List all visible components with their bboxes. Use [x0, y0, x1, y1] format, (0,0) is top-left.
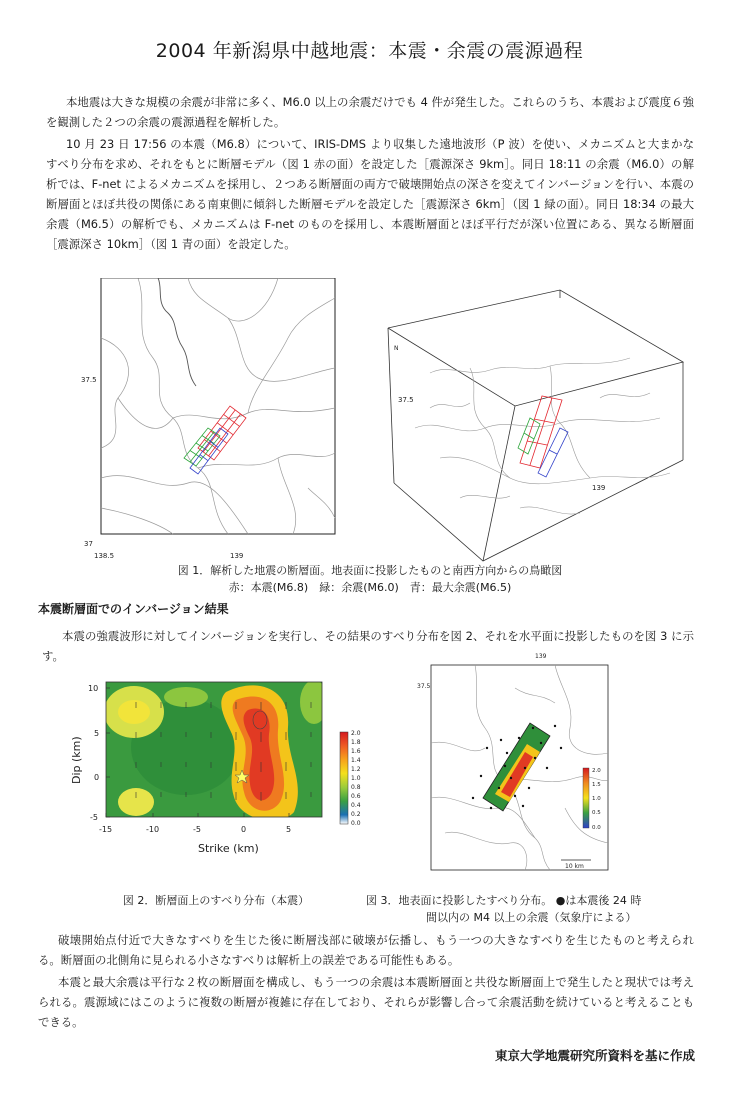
- figure3-surface-projection: [415, 648, 625, 873]
- fig2-xtick-neg15: -15: [99, 825, 113, 834]
- fig2-cbar-tick: 1.2: [351, 766, 361, 773]
- fig1-left-lon-left: 138.5: [94, 552, 115, 560]
- fig1-right-lat-label: 37.5: [398, 396, 414, 404]
- birdseye-fault-green: [518, 418, 540, 454]
- fig2-ytick-10: 10: [88, 684, 99, 693]
- fig3-scale-label: 10 km: [565, 863, 584, 870]
- fig2-cbar-tick: 2.0: [351, 730, 361, 737]
- figure2-caption: 図 2．断層面上のすべり分布（本震）: [122, 894, 310, 907]
- slip-contours: [104, 680, 328, 820]
- fig3-cbar-tick: 1.0: [592, 796, 601, 802]
- bounding-box: [388, 290, 683, 561]
- discussion-paragraph-1: 破壊開始点付近で大きなすべりを生じた後に断層浅部に破壊が伝播し、もう一つの大きなすべりを生じたものと考えられる。断層面の北側角に見られる小さなすべりは解析上の誤差である可能性もある。: [38, 933, 694, 967]
- fig2-colorbar: [340, 732, 348, 824]
- fig2-cbar-tick: 0.8: [351, 784, 361, 791]
- fig3-cbar-tick: 0.0: [592, 825, 601, 831]
- fig2-xtick-neg10: -10: [146, 825, 160, 834]
- fig3-lon-label: 139: [535, 653, 547, 660]
- figure2-slip-distribution: [66, 672, 390, 877]
- fig1-left-lat-label: 37.5: [81, 376, 97, 384]
- fig2-cbar-tick: 1.8: [351, 739, 361, 746]
- source-credit: 東京大学地震研究所資料を基に作成: [494, 1048, 695, 1063]
- intro-paragraph-2: 10 月 23 日 17:56 の本震（M6.8）について、IRIS-DMS より収集した遠地波形（P 波）を使い、メカニズムと大まかなすべり分布を求め、それをもとに断層モデル（図 1 赤の面）を設定した［震源深さ 9km］。同日 18:11 の余震（M6.0）の解析では、F-net によるメカニズムを採用し、２つある断層面の両方で破壊開始点の深さを変えてインバージョンを行い、本震の断層面とほぼ共役の関係にある南東側に傾斜した断層モデルを設定した［震源深さ 6km］（図 1 緑の面）。同日 18:34 の最大余震（M6.5）の解析でも、メカニズムは F-net のものを採用し、本震断層面とほぼ平行だが深い位置にある、異なる断層面［震源深さ 10km］（図 1 青の面）を設定した。: [46, 137, 694, 251]
- figure3-caption-line2: 間以内の M4 以上の余震（気象庁による）: [426, 911, 637, 924]
- fig3-cbar-tick: 2.0: [592, 768, 601, 774]
- fig2-cbar-tick: 0.6: [351, 793, 361, 800]
- fig3-cbar-tick: 0.5: [592, 810, 601, 816]
- section-heading: 本震断層面でのインバージョン結果: [38, 602, 229, 616]
- figure1-caption-line2: 赤：本震(M6.8) 緑：余震(M6.0) 青：最大余震(M6.5): [228, 581, 512, 594]
- fig2-ytick-5: 5: [94, 729, 100, 738]
- intro-paragraph-1: 本地震は大きな規模の余震が非常に多く、M6.0 以上の余震だけでも 4 件が発生した。これらのうち、本震および震度６強を観測した２つの余震の震源過程を解析した。: [46, 95, 694, 129]
- fig1-right-lon-label: 139: [592, 484, 606, 492]
- fig2-cbar-tick: 1.4: [351, 757, 361, 764]
- fig2-xlabel: Strike (km): [198, 842, 259, 855]
- fig1-left-lat-bottom: 37: [84, 540, 93, 548]
- fig2-xtick-0: 0: [241, 825, 247, 834]
- fig2-xtick-neg5: -5: [193, 825, 201, 834]
- figure1-map-projection: [78, 278, 340, 573]
- fig2-cbar-tick: 0.2: [351, 811, 361, 818]
- figure3-caption-line1: 図 3．地表面に投影したすべり分布。 ●は本震後 24 時: [366, 894, 642, 907]
- page-title: 2004 年新潟県中越地震：本震・余震の震源過程: [155, 40, 584, 62]
- fig2-ylabel: Dip (km): [70, 736, 83, 784]
- birdseye-fault-blue: [538, 428, 568, 477]
- discussion-paragraph-2: 本震と最大余震は平行な２枚の断層面を構成し、もう一つの余震は本震断層面と共役な断層面上で発生したと現状では考えられる。震源域にはこのように複数の断層が複雑に存在しており、それらが影響し合って余震活動を続けていると考えることもできる。: [38, 975, 694, 1029]
- fig2-cbar-tick: 0.4: [351, 802, 361, 809]
- fig2-cbar-tick: 0.0: [351, 820, 361, 827]
- fig2-ytick-neg5: -5: [90, 813, 98, 822]
- figure1-birdseye-view: [370, 278, 692, 570]
- figure1-caption-line1: 図 1．解析した地震の断層面。地表面に投影したものと南西方向からの鳥瞰図: [177, 564, 563, 577]
- fig2-ytick-0: 0: [94, 773, 100, 782]
- fig2-xtick-5: 5: [286, 825, 292, 834]
- fig1-left-lon-mid: 139: [230, 552, 244, 560]
- fig1-right-axis-n: N: [394, 345, 399, 352]
- fig2-cbar-tick: 1.0: [351, 775, 361, 782]
- fig2-cbar-tick: 1.6: [351, 748, 361, 755]
- fig3-lat-label: 37.5: [417, 683, 431, 690]
- fig3-cbar-tick: 1.5: [592, 782, 601, 788]
- section-paragraph: 本震の強震波形に対してインバージョンを実行し、その結果のすべり分布を図 2、それを水平面に投影したものを図 3 に示す。: [42, 629, 694, 663]
- fig3-colorbar: [583, 768, 589, 828]
- birdseye-base-map: [415, 358, 670, 514]
